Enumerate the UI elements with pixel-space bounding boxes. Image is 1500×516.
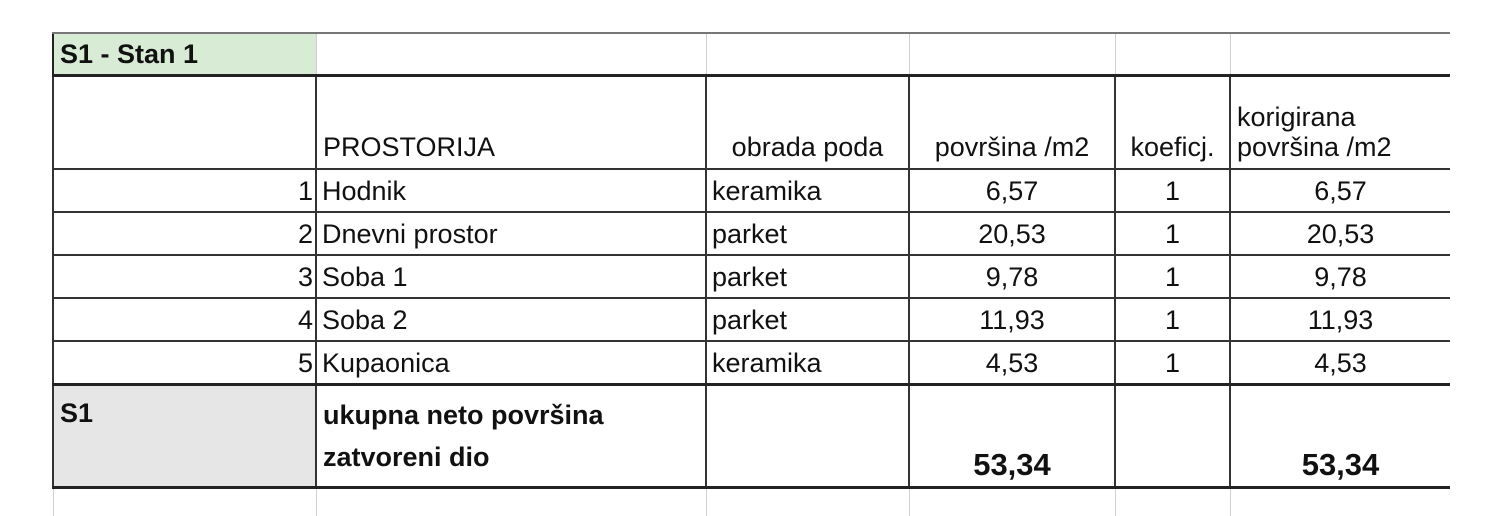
room-area-table: [52, 34, 1450, 516]
header-floor-finish[interactable]: obrada poda: [706, 76, 909, 170]
table-row: [53, 298, 1450, 341]
row-number[interactable]: 2: [53, 212, 316, 255]
table-row: [53, 212, 1450, 255]
header-area[interactable]: površina /m2: [909, 76, 1115, 170]
empty-cell[interactable]: [1230, 488, 1450, 516]
empty-cell[interactable]: [1115, 34, 1230, 76]
room-corrected-area[interactable]: 6,57: [1230, 169, 1450, 212]
room-name[interactable]: Kupaonica: [316, 341, 706, 385]
floor-finish[interactable]: keramika: [706, 169, 909, 212]
table-row: [53, 169, 1450, 212]
spreadsheet: [52, 32, 1450, 516]
room-name[interactable]: Soba 2: [316, 298, 706, 341]
empty-cell[interactable]: [706, 385, 909, 488]
room-name[interactable]: Hodnik: [316, 169, 706, 212]
room-corrected-area[interactable]: 4,53: [1230, 341, 1450, 385]
row-number[interactable]: 1: [53, 169, 316, 212]
total-row: [53, 385, 1450, 488]
header-corrected-area[interactable]: korigirana površina /m2: [1230, 76, 1450, 170]
total-corrected-area[interactable]: 53,34: [1230, 385, 1450, 488]
title-row: [53, 34, 1450, 76]
total-area[interactable]: 53,34: [909, 385, 1115, 488]
row-number[interactable]: 4: [53, 298, 316, 341]
floor-finish[interactable]: parket: [706, 255, 909, 298]
empty-cell[interactable]: [53, 488, 316, 516]
room-area[interactable]: 20,53: [909, 212, 1115, 255]
room-coefficient[interactable]: 1: [1115, 341, 1230, 385]
room-corrected-area[interactable]: 11,93: [1230, 298, 1450, 341]
empty-cell[interactable]: [706, 34, 909, 76]
floor-finish[interactable]: parket: [706, 212, 909, 255]
row-number[interactable]: 5: [53, 341, 316, 385]
empty-cell[interactable]: [316, 34, 706, 76]
empty-cell[interactable]: [1115, 385, 1230, 488]
empty-cell[interactable]: [1115, 488, 1230, 516]
empty-cell[interactable]: [316, 488, 706, 516]
room-corrected-area[interactable]: 9,78: [1230, 255, 1450, 298]
table-row: [53, 341, 1450, 385]
header-room[interactable]: PROSTORIJA: [316, 76, 706, 170]
table-row: [53, 255, 1450, 298]
room-area[interactable]: 9,78: [909, 255, 1115, 298]
room-area[interactable]: 4,53: [909, 341, 1115, 385]
empty-cell[interactable]: [1230, 34, 1450, 76]
row-number[interactable]: 3: [53, 255, 316, 298]
floor-finish[interactable]: parket: [706, 298, 909, 341]
room-coefficient[interactable]: 1: [1115, 298, 1230, 341]
total-code[interactable]: S1: [53, 385, 316, 488]
header-number[interactable]: [53, 76, 316, 170]
floor-finish[interactable]: keramika: [706, 341, 909, 385]
total-label[interactable]: ukupna neto površina zatvoreni dio: [316, 385, 706, 488]
table-title[interactable]: S1 - Stan 1: [53, 34, 316, 76]
room-corrected-area[interactable]: 20,53: [1230, 212, 1450, 255]
empty-cell[interactable]: [909, 34, 1115, 76]
room-area[interactable]: 6,57: [909, 169, 1115, 212]
room-coefficient[interactable]: 1: [1115, 169, 1230, 212]
empty-cell[interactable]: [706, 488, 909, 516]
room-area[interactable]: 11,93: [909, 298, 1115, 341]
empty-cell[interactable]: [909, 488, 1115, 516]
room-name[interactable]: Dnevni prostor: [316, 212, 706, 255]
room-coefficient[interactable]: 1: [1115, 255, 1230, 298]
room-name[interactable]: Soba 1: [316, 255, 706, 298]
header-coefficient[interactable]: koeficj.: [1115, 76, 1230, 170]
header-row: [53, 76, 1450, 170]
room-coefficient[interactable]: 1: [1115, 212, 1230, 255]
empty-row: [53, 488, 1450, 516]
